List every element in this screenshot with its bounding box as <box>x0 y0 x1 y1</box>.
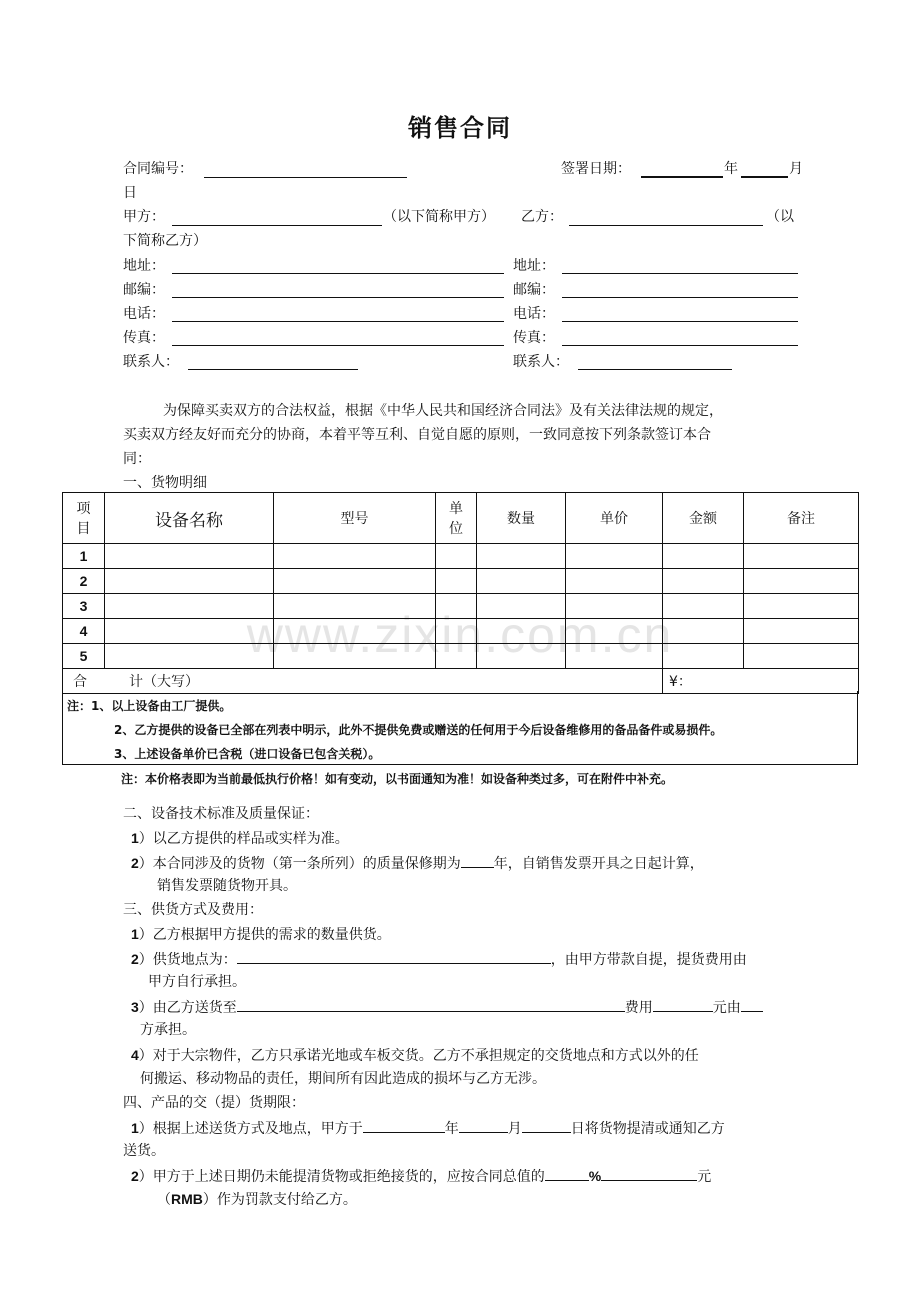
cell[interactable] <box>663 569 744 594</box>
cell[interactable] <box>274 619 436 644</box>
supply-location-field[interactable] <box>237 949 551 964</box>
party-b-field[interactable] <box>569 225 763 226</box>
table-row <box>63 569 859 594</box>
cell[interactable] <box>477 544 566 569</box>
b-contact-field[interactable] <box>578 369 732 370</box>
cell[interactable] <box>566 594 663 619</box>
a-address-field[interactable] <box>172 273 504 274</box>
total-row <box>63 669 859 694</box>
b-contact-label: 联系人： <box>513 354 569 370</box>
delivery-location-field[interactable] <box>237 997 625 1012</box>
col-unit: 单 位 <box>436 493 477 544</box>
col-remark: 备注 <box>744 493 859 544</box>
s4-item2-cont: （RMB）作为罚款支付给乙方。 <box>157 1191 357 1208</box>
contract-no-label: 合同编号： <box>123 161 193 177</box>
party-b-label: 乙方： <box>521 209 563 225</box>
goods-table <box>62 492 859 694</box>
penalty-amount-field[interactable] <box>601 1166 697 1181</box>
cell[interactable] <box>274 594 436 619</box>
section1-heading: 一、货物明细 <box>123 475 207 491</box>
contract-no-field[interactable] <box>204 177 407 178</box>
party-a-label: 甲方： <box>123 209 165 225</box>
pickup-year-field[interactable] <box>363 1118 445 1133</box>
a-address-label: 地址： <box>123 258 165 274</box>
note-1: 注：1、以上设备由工厂提供。 <box>67 699 232 713</box>
preamble-line-2: 买卖双方经友好而充分的协商，本着平等互利、自觉自愿的原则，一致同意按下列条款签订本合 <box>123 427 711 443</box>
s3-item3-cont: 方承担。 <box>140 1022 196 1038</box>
s2-item1: 1）以乙方提供的样品或实样为准。 <box>131 830 349 847</box>
cell[interactable] <box>566 644 663 669</box>
pickup-day-field[interactable] <box>522 1118 571 1133</box>
cell[interactable] <box>744 644 859 669</box>
cell[interactable] <box>477 644 566 669</box>
row-number: 1 <box>63 544 105 569</box>
s3-item1: 1）乙方根据甲方提供的需求的数量供货。 <box>131 926 391 943</box>
cell[interactable] <box>566 619 663 644</box>
cell[interactable] <box>663 619 744 644</box>
b-address-label: 地址： <box>513 258 555 274</box>
b-postcode-label: 邮编： <box>513 282 555 298</box>
b-address-field[interactable] <box>562 273 798 274</box>
col-amount: 金额 <box>663 493 744 544</box>
cell[interactable] <box>744 544 859 569</box>
table-row <box>63 594 859 619</box>
s4-item1: 1）根据上述送货方式及地点，甲方于 年 月 日将货物提清或通知乙方 <box>131 1120 725 1137</box>
cell[interactable] <box>477 619 566 644</box>
b-fax-field[interactable] <box>562 345 798 346</box>
s2-item2-cont: 销售发票随货物开具。 <box>157 878 297 894</box>
fee-party-field[interactable] <box>741 997 763 1012</box>
cell[interactable] <box>477 594 566 619</box>
a-phone-field[interactable] <box>172 321 504 322</box>
note-3: 3、上述设备单价已含税（进口设备已包含关税）。 <box>114 747 381 761</box>
a-fax-field[interactable] <box>172 345 504 346</box>
s3-item4-cont: 何搬运、移动物品的责任，期间所有因此造成的损坏与乙方无涉。 <box>140 1071 546 1087</box>
total-label-2: 计（大写） <box>129 674 199 690</box>
col-quantity: 数量 <box>477 493 566 544</box>
page-title: 销售合同 <box>408 114 512 142</box>
section2-heading: 二、设备技术标准及质量保证： <box>123 806 319 822</box>
a-contact-label: 联系人： <box>123 354 179 370</box>
a-contact-field[interactable] <box>188 369 358 370</box>
section3-heading: 三、供货方式及费用： <box>123 902 263 918</box>
cell[interactable] <box>436 544 477 569</box>
s2-item2: 2）本合同涉及的货物（第一条所列）的质量保修期为 年，自销售发票开具之日起计算， <box>131 855 704 872</box>
cell[interactable] <box>105 544 274 569</box>
total-amount-cell[interactable] <box>663 669 859 694</box>
cell[interactable] <box>477 569 566 594</box>
preamble-line-3: 同： <box>123 451 151 467</box>
s4-item1-cont: 送货。 <box>123 1143 165 1159</box>
cell[interactable] <box>274 644 436 669</box>
cell[interactable] <box>436 619 477 644</box>
b-fax-label: 传真： <box>513 330 555 346</box>
row-number: 5 <box>63 644 105 669</box>
cell[interactable] <box>566 544 663 569</box>
col-unit-price: 单价 <box>566 493 663 544</box>
cell[interactable] <box>105 594 274 619</box>
penalty-percent-field[interactable] <box>545 1166 589 1181</box>
preamble-line-1: 为保障买卖双方的合法权益，根据《中华人民共和国经济合同法》及有关法律法规的规定， <box>163 403 723 419</box>
party-a-field[interactable] <box>172 225 382 226</box>
b-phone-label: 电话： <box>513 306 555 322</box>
col-model: 型号 <box>274 493 436 544</box>
table-row <box>63 619 859 644</box>
col-item: 项 目 <box>63 493 105 544</box>
party-b-suffix-cont: 下简称乙方） <box>123 233 207 249</box>
party-b-suffix: （以 <box>766 209 794 225</box>
pickup-month-field[interactable] <box>459 1118 508 1133</box>
a-fax-label: 传真： <box>123 330 165 346</box>
b-phone-field[interactable] <box>562 321 798 322</box>
section4-heading: 四、产品的交（提）货期限： <box>123 1095 305 1111</box>
cell[interactable] <box>744 594 859 619</box>
s3-item2-cont: 甲方自行承担。 <box>148 974 246 990</box>
a-postcode-label: 邮编： <box>123 282 165 298</box>
s3-item2: 2）供货地点为： ，由甲方带款自提，提货费用由 <box>131 951 747 968</box>
cell[interactable] <box>566 569 663 594</box>
delivery-fee-field[interactable] <box>653 997 713 1012</box>
s3-item4: 4）对于大宗物件，乙方只承诺光地或车板交货。乙方不承担规定的交货地点和方式以外的任 <box>131 1047 699 1064</box>
col-device-name: 设备名称 <box>105 493 274 544</box>
cell[interactable] <box>105 644 274 669</box>
sign-year-field[interactable] <box>641 176 723 178</box>
cell[interactable] <box>274 544 436 569</box>
month-label: 月 <box>789 161 803 177</box>
a-postcode-field[interactable] <box>172 297 504 298</box>
note-2: 2、乙方提供的设备已全部在列表中明示，此外不提供免费或赠送的任何用于今后设备维修用的备品备件或易损件。 <box>114 723 723 737</box>
sign-month-field[interactable] <box>741 176 788 178</box>
row-number: 4 <box>63 619 105 644</box>
s4-item2: 2）甲方于上述日期仍未能提清货物或拒绝接货的，应按合同总值的 % 元 <box>131 1168 712 1185</box>
cell[interactable] <box>274 569 436 594</box>
table-row <box>63 544 859 569</box>
cell[interactable] <box>663 644 744 669</box>
cell[interactable] <box>436 594 477 619</box>
sign-date-label: 签署日期： <box>561 161 631 177</box>
cell[interactable] <box>436 569 477 594</box>
cell[interactable] <box>436 644 477 669</box>
cell[interactable] <box>105 569 274 594</box>
day-label: 日 <box>123 185 137 201</box>
cell[interactable] <box>744 619 859 644</box>
total-label-cell <box>63 669 663 694</box>
party-a-suffix: （以下简称甲方） <box>383 209 495 225</box>
table-header-row <box>63 493 859 544</box>
total-label-1: 合 <box>73 674 87 690</box>
table-row <box>63 644 859 669</box>
row-number: 3 <box>63 594 105 619</box>
b-postcode-field[interactable] <box>562 297 798 298</box>
cell[interactable] <box>744 569 859 594</box>
cell[interactable] <box>663 594 744 619</box>
year-label: 年 <box>724 161 738 177</box>
warranty-years-field[interactable] <box>461 853 494 868</box>
price-note: 注：本价格表即为当前最低执行价格！如有变动，以书面通知为准！如设备种类过多，可在附件中补充。 <box>121 772 674 786</box>
cell[interactable] <box>663 544 744 569</box>
s3-item3: 3）由乙方送货至 费用 元由 <box>131 997 763 1017</box>
watermark: www.zixin.com.cn <box>246 607 674 663</box>
row-number: 2 <box>63 569 105 594</box>
a-phone-label: 电话： <box>123 306 165 322</box>
cell[interactable] <box>105 619 274 644</box>
total-currency: ¥： <box>669 674 692 690</box>
